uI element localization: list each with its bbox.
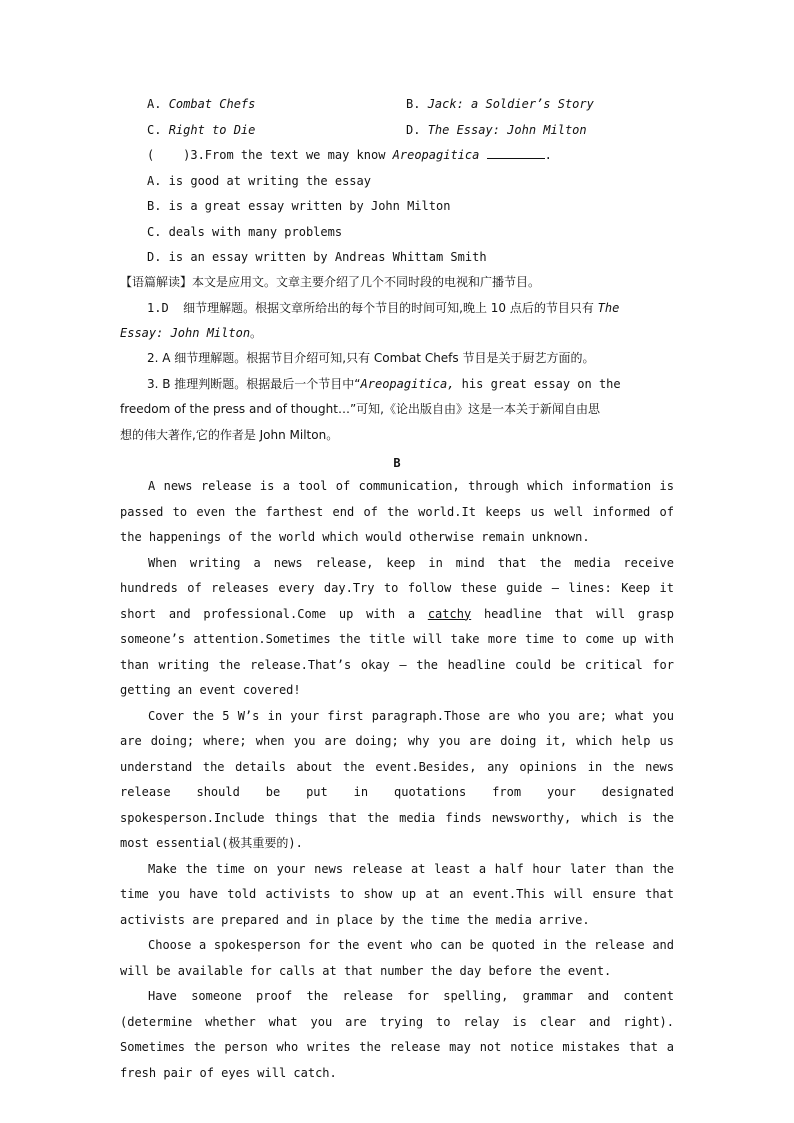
paragraph-2-start: When writing a news release, keep in mind that the media receive hundreds of releases every day.Try to follow these guide — lines: Keep it short and professional.Come up with a [120, 555, 674, 621]
question-3 [147, 143, 552, 169]
option-a-text: Combat Chefs [168, 97, 256, 111]
answer-1-title-part1: The [597, 301, 620, 315]
analysis-answer-1-cont [120, 321, 262, 347]
paragraph-3: Cover the 5 W’s in your first paragraph.Those are who you are; what you are doing; where; when you are doing; why you are doing it, which help us understand the details about the event.Besides, any opinions in the news release should be put in quotations from your designated spokesperson.Include things that the media finds newsworthy, which is the most essential(极其重要的). [120, 708, 674, 850]
analysis-answer-3-line3: 想的伟大著作,它的作者是 John Milton。 [120, 428, 339, 442]
answer-1-title-part2: Essay: John Milton [120, 326, 251, 340]
analysis-answer-3-line2: freedom of the press and of thought…”可知,《论出版自由》这是一本关于新闻自由思 [120, 402, 600, 416]
q3-option-c: C. deals with many problems [147, 225, 343, 239]
option-c-text: Right to Die [168, 123, 256, 137]
section-b-heading: B [393, 456, 401, 470]
option-d [406, 118, 587, 144]
paragraph-2 [120, 551, 674, 704]
answer-3-explanation: 3. B 推理判断题。根据最后一个节目中“ [147, 377, 361, 391]
option-a [147, 92, 406, 118]
question-3-period: . [544, 148, 552, 162]
paragraph-1: A news release is a tool of communication, through which information is passed to even the farthest end of the world.It keeps us well informed of the happenings of the world which would otherwise remain unknown. [120, 479, 674, 544]
q3-option-a: A. is good at writing the essay [147, 174, 371, 188]
analysis-answer-3 [147, 372, 621, 398]
option-a-letter: A. [147, 97, 169, 111]
answer-1-end: 。 [250, 326, 263, 340]
analysis-answer-1 [147, 296, 619, 322]
option-d-letter: D. [406, 123, 428, 137]
option-b-text: Jack: a Soldier’s Story [427, 97, 594, 111]
answer-1-explanation: 细节理解题。根据文章所给出的每个节目的时间可知,晚上 10 点后的节目只有 [183, 301, 598, 315]
q3-option-d: D. is an essay written by Andreas Whittam Smith [147, 250, 487, 264]
option-b-letter: B. [406, 97, 428, 111]
paragraph-5: Choose a spokesperson for the event who can be quoted in the release and will be available for calls at that number the day before the event. [120, 938, 674, 978]
answer-blank [487, 144, 545, 159]
option-c [147, 118, 406, 144]
previous-question-options [147, 92, 667, 144]
option-b [406, 92, 594, 118]
underlined-word: catchy [427, 606, 472, 621]
passage-b [120, 474, 674, 1086]
paragraph-4: Make the time on your news release at least a half hour later than the time you have told activists to show up at an event.This will ensure that activists are prepared and in place by the time the media arrive. [120, 861, 674, 927]
answer-2-explanation: 2. A 细节理解题。根据节目介绍可知,只有 Combat Chefs 节目是关于厨艺方面的。 [147, 351, 595, 365]
paragraph-6: Have someone proof the release for spelling, grammar and content (determine whether what you are trying to relay is clear and right). Sometimes the person who writes the release may not notice mistakes that a fresh pair of eyes will catch. [120, 989, 674, 1080]
answer-1-key: 1.D [147, 301, 184, 315]
paragraph-2-end: headline that will grasp someone’s attention.Sometimes the title will take more time to come up with than writing the release.That’s okay — the headline could be critical for getting an event covered! [120, 606, 674, 697]
q3-option-b: B. is a great essay written by John Milton [147, 199, 451, 213]
option-d-text: The Essay: John Milton [427, 123, 587, 137]
analysis-header: 【语篇解读】本文是应用文。文章主要介绍了几个不同时段的电视和广播节目。 [120, 275, 541, 289]
answer-3-quote: his great essay on the [454, 377, 621, 391]
question-3-stem: ( )3.From the text we may know [147, 148, 393, 162]
option-c-letter: C. [147, 123, 169, 137]
analysis-answer-2 [147, 346, 594, 372]
answer-3-title: Areopagitica, [360, 377, 455, 391]
question-3-title: Areopagitica [392, 148, 480, 162]
